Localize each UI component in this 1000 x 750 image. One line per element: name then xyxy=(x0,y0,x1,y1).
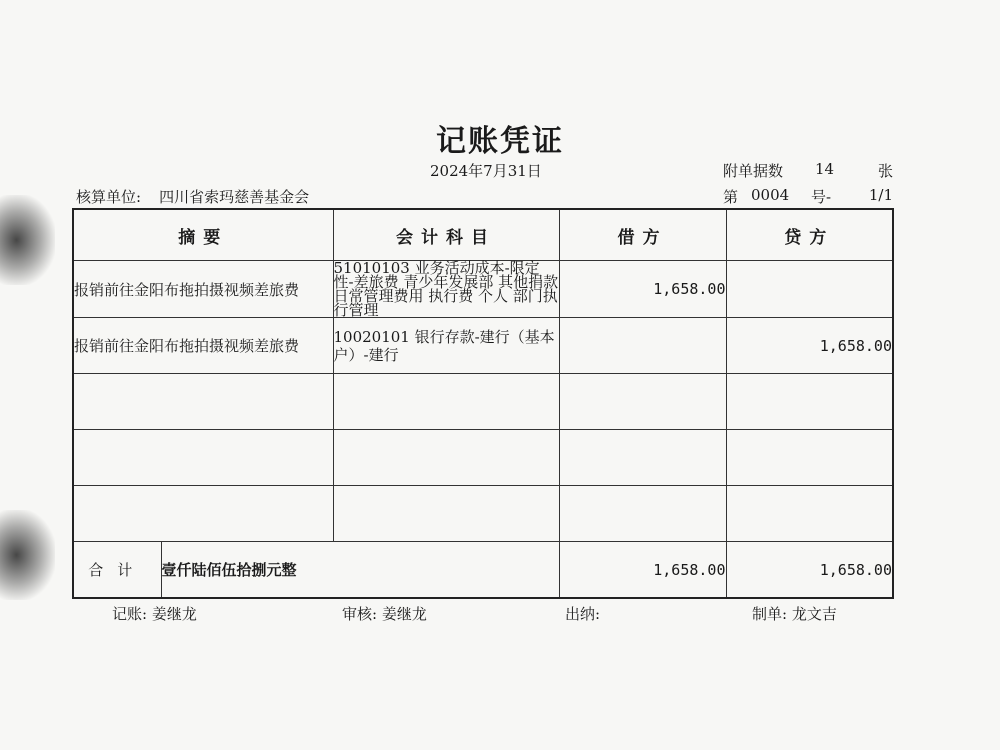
total-credit: 1,658.00 xyxy=(726,542,893,599)
voucher-no-page: 1/1 xyxy=(868,186,893,204)
total-amount-words: 壹仟陆佰伍拾捌元整 xyxy=(161,542,559,599)
attachments-unit: 张 xyxy=(877,162,893,180)
header-debit: 借方 xyxy=(559,209,726,261)
row-summary xyxy=(73,374,333,430)
header-summary: 摘要 xyxy=(73,209,333,261)
header-account: 会计科目 xyxy=(333,209,559,261)
row-credit xyxy=(726,261,893,318)
voucher-no-prefix: 第 xyxy=(723,188,739,206)
row-account xyxy=(333,374,559,430)
voucher-no-number: 0004 xyxy=(751,186,790,204)
row-debit xyxy=(559,430,726,486)
table-row xyxy=(73,486,893,542)
accounting-unit xyxy=(76,186,309,207)
row-summary: 报销前往金阳布拖拍摄视频差旅费 xyxy=(73,318,333,374)
row-debit: 1,658.00 xyxy=(559,261,726,318)
row-summary xyxy=(73,486,333,542)
total-row xyxy=(73,542,893,599)
total-debit: 1,658.00 xyxy=(559,542,726,599)
scan-smudge-top xyxy=(0,195,55,285)
signature-reviewer: 审核: 姜继龙 xyxy=(342,605,427,623)
header-credit: 贷方 xyxy=(726,209,893,261)
table-row xyxy=(73,261,893,318)
signature-cashier: 出纳: xyxy=(565,605,601,623)
voucher-date: 2024年7月31日 xyxy=(430,162,542,180)
row-account xyxy=(333,430,559,486)
row-account xyxy=(333,486,559,542)
signature-preparer: 制单: 龙文吉 xyxy=(752,605,837,623)
row-account: 10020101 银行存款-建行（基本户）-建行 xyxy=(333,318,559,374)
voucher-no-suffix: 号- xyxy=(811,188,832,206)
attachments-count xyxy=(723,160,893,181)
row-credit xyxy=(726,374,893,430)
unit-label: 核算单位: xyxy=(76,188,142,206)
row-account: 51010103 业务活动成本-限定性-差旅费 青少年发展部 其他捐款 日常管理费用 执行费 个人 部门执行管理 xyxy=(333,259,559,319)
table-row xyxy=(73,318,893,374)
row-summary xyxy=(73,430,333,486)
row-credit xyxy=(726,486,893,542)
row-credit xyxy=(726,430,893,486)
voucher-number xyxy=(723,186,893,207)
row-credit: 1,658.00 xyxy=(726,318,893,374)
table-row xyxy=(73,374,893,430)
row-debit xyxy=(559,374,726,430)
total-label: 合计 xyxy=(73,542,161,599)
row-debit xyxy=(559,318,726,374)
unit-name: 四川省索玛慈善基金会 xyxy=(159,188,310,206)
voucher-table xyxy=(72,208,894,599)
attachments-label: 附单据数 xyxy=(723,162,784,180)
row-debit xyxy=(559,486,726,542)
scan-smudge-bottom xyxy=(0,510,55,600)
attachments-number: 14 xyxy=(815,160,835,178)
page-title: 记账凭证 xyxy=(436,124,564,159)
signature-bookkeeper: 记账: 姜继龙 xyxy=(112,605,197,623)
row-summary: 报销前往金阳布拖拍摄视频差旅费 xyxy=(73,261,333,318)
table-row xyxy=(73,430,893,486)
